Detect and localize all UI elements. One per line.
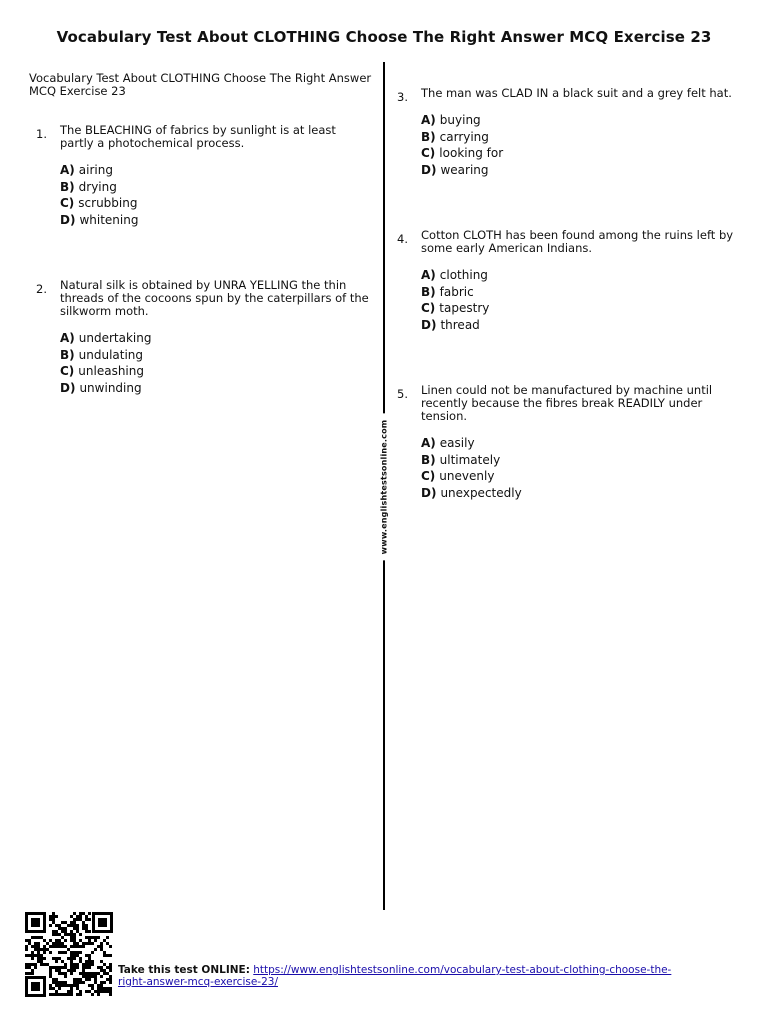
answer-options <box>421 267 737 333</box>
footer <box>118 964 678 988</box>
option-text: whitening <box>79 212 139 227</box>
option-a[interactable] <box>421 267 737 284</box>
option-text: clothing <box>439 268 488 282</box>
option-c[interactable] <box>421 468 717 485</box>
test-online-link[interactable]: https://www.englishtestsonline.com/vocabulary-test-about-clothing-choose-the-right-answer-mcq-exercise-23/ <box>118 964 672 988</box>
option-a[interactable] <box>60 162 356 179</box>
option-letter: A) <box>60 163 75 177</box>
option-letter: C) <box>60 196 75 210</box>
option-letter: A) <box>421 113 436 127</box>
option-text: airing <box>78 163 113 177</box>
option-text: ultimately <box>439 452 501 467</box>
question-number: 1. <box>36 127 47 141</box>
option-letter: D) <box>60 380 76 395</box>
question-text: Linen could not be manufactured by machine until recently because the fibres break READILY under tension. <box>421 383 713 423</box>
option-text: drying <box>78 179 117 194</box>
option-text: wearing <box>440 162 489 177</box>
option-text: unevenly <box>439 469 495 483</box>
page-title: Vocabulary Test About CLOTHING Choose The Right Answer MCQ Exercise 23 <box>56 28 712 46</box>
question-text: The man was CLAD IN a black suit and a grey felt hat. <box>421 86 732 100</box>
question-text: The BLEACHING of fabrics by sunlight is at least partly a photochemical process. <box>60 123 336 150</box>
question-2 <box>36 279 381 396</box>
option-letter: D) <box>421 162 437 177</box>
website-label: www.englishtestsonline.com <box>378 414 391 561</box>
option-text: carrying <box>439 129 489 144</box>
option-d[interactable] <box>60 212 356 229</box>
option-letter: C) <box>60 364 75 378</box>
option-b[interactable] <box>60 179 356 196</box>
option-letter: C) <box>421 469 436 483</box>
option-c[interactable] <box>60 363 381 380</box>
option-a[interactable] <box>60 330 381 347</box>
option-letter: B) <box>421 284 436 299</box>
test-intro: Vocabulary Test About CLOTHING Choose The Right Answer MCQ Exercise 23 <box>29 71 372 98</box>
question-number: 5. <box>397 387 408 401</box>
option-letter: D) <box>421 317 437 332</box>
option-b[interactable] <box>421 284 737 301</box>
option-a[interactable] <box>421 112 742 129</box>
answer-options <box>421 435 717 501</box>
option-text: unwinding <box>79 380 142 395</box>
question-5 <box>397 384 717 501</box>
option-text: undulating <box>78 347 144 362</box>
option-text: thread <box>440 317 480 332</box>
option-text: looking for <box>439 146 504 160</box>
option-letter: D) <box>60 212 76 227</box>
option-text: tapestry <box>439 301 490 315</box>
option-letter: A) <box>60 331 75 345</box>
option-text: unleashing <box>78 364 144 378</box>
option-text: easily <box>439 436 475 450</box>
option-letter: B) <box>60 347 75 362</box>
option-letter: C) <box>421 301 436 315</box>
option-letter: A) <box>421 268 436 282</box>
footer-label: Take this test ONLINE: <box>118 964 250 976</box>
option-text: scrubbing <box>78 196 138 210</box>
option-b[interactable] <box>421 452 717 469</box>
answer-options <box>60 162 356 228</box>
question-text: Cotton CLOTH has been found among the ruins left by some early American Indians. <box>421 228 734 255</box>
option-b[interactable] <box>60 347 381 364</box>
option-text: undertaking <box>78 331 152 345</box>
question-4 <box>397 229 737 333</box>
option-letter: A) <box>421 436 436 450</box>
question-number: 2. <box>36 282 47 296</box>
option-a[interactable] <box>421 435 717 452</box>
option-d[interactable] <box>60 380 381 397</box>
option-c[interactable] <box>421 300 737 317</box>
question-number: 3. <box>397 90 408 104</box>
option-letter: B) <box>60 179 75 194</box>
option-letter: D) <box>421 485 437 500</box>
answer-options <box>421 112 742 178</box>
answer-options <box>60 330 381 396</box>
option-c[interactable] <box>60 195 356 212</box>
qr-code-icon[interactable] <box>24 911 114 998</box>
option-d[interactable] <box>421 162 742 179</box>
option-letter: B) <box>421 129 436 144</box>
question-3 <box>397 87 742 178</box>
option-c[interactable] <box>421 145 742 162</box>
option-b[interactable] <box>421 129 742 146</box>
option-letter: B) <box>421 452 436 467</box>
option-text: unexpectedly <box>440 485 522 500</box>
option-d[interactable] <box>421 485 717 502</box>
question-text: Natural silk is obtained by UNRA YELLING the thin threads of the cocoons spun by the caterpillars of the silkworm moth. <box>60 278 369 318</box>
qr-code-graphic <box>24 911 114 998</box>
question-1 <box>36 124 356 228</box>
option-d[interactable] <box>421 317 737 334</box>
question-number: 4. <box>397 232 408 246</box>
option-text: buying <box>439 113 481 127</box>
option-letter: C) <box>421 146 436 160</box>
option-text: fabric <box>439 284 474 299</box>
